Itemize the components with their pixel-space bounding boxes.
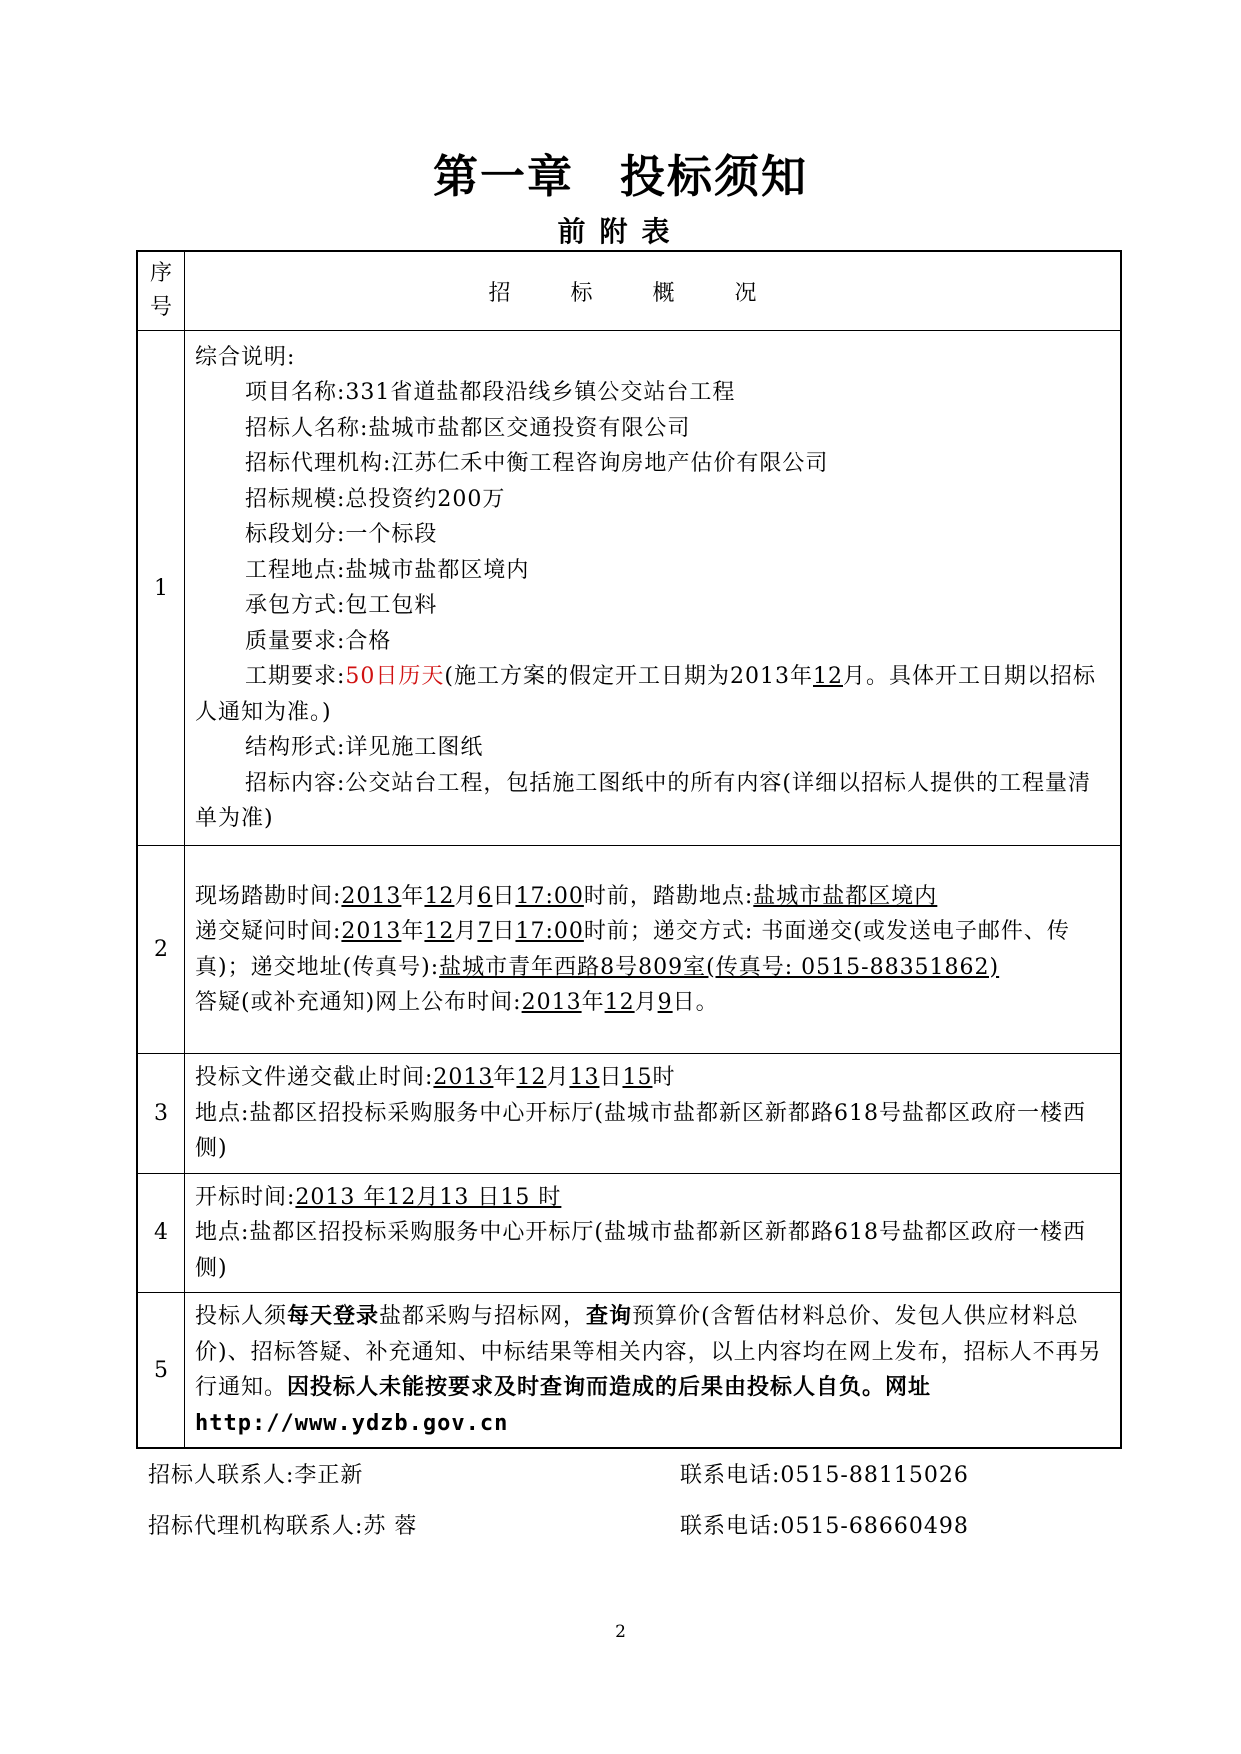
deadline-line: 投标文件递交截止时间:2013年12月13日15时: [195, 1065, 676, 1090]
contract-type-line: 承包方式:包工包料: [245, 593, 438, 618]
website-link[interactable]: http://www.ydzb.gov.cn: [195, 1410, 509, 1436]
header-title: 招标概况: [185, 251, 1122, 331]
bid-summary-table: [136, 250, 1122, 1449]
overview-intro: 综合说明:: [195, 344, 296, 370]
table-row: [137, 1173, 1121, 1293]
agency-phone: 联系电话:0515-68660498: [680, 1514, 969, 1539]
site-visit-line: 现场踏勘时间:2013年12月6日17:00时前，踏勘地点:盐城市盐都区境内: [195, 883, 938, 909]
chapter-name: 投标须知: [620, 150, 809, 203]
row-seq: 5: [137, 1293, 185, 1449]
scale-line: 招标规模:总投资约200万: [245, 486, 506, 512]
table-row: [137, 1293, 1121, 1449]
period-line: 工期要求:50日历天(施工方案的假定开工日期为2013年12月。具体开工日期以招标人通知为准。): [195, 664, 1097, 725]
tenderer-phone: 联系电话:0515-88115026: [680, 1463, 969, 1488]
scope-line: 招标内容:公交站台工程，包括施工图纸中的所有内容(详细以招标人提供的工程量清单为准): [195, 770, 1092, 831]
row-seq: 4: [137, 1173, 185, 1293]
row-content: [185, 331, 1122, 846]
quality-line: 质量要求:合格: [245, 628, 392, 654]
tenderer-line: 招标人名称:盐城市盐都区交通投资有限公司: [245, 415, 691, 441]
row-content: [185, 1054, 1122, 1174]
table-row: [137, 846, 1121, 1054]
agency-line: 招标代理机构:江苏仁禾中衡工程咨询房地产估价有限公司: [245, 451, 829, 476]
answers-line: 答疑(或补充通知)网上公布时间:2013年12月9日。: [195, 990, 719, 1015]
structure-line: 结构形式:详见施工图纸: [245, 735, 484, 760]
header-seq: 序号: [137, 251, 185, 331]
lots-line: 标段划分:一个标段: [245, 522, 438, 547]
row-content: [185, 846, 1122, 1054]
table-title: 前附表: [557, 215, 684, 248]
location-line: 工程地点:盐城市盐都区境内: [245, 557, 530, 583]
questions-line: 递交疑问时间:2013年12月7日17:00时前；递交方式: 书面递交(或发送电子邮件、传真)；递交地址(传真号):盐城市青年西路8号809室(传真号: 0515-88351862): [195, 919, 1070, 980]
agency-contact: 招标代理机构联系人:苏 蓉: [148, 1514, 418, 1539]
submission-place: 地点:盐都区招投标采购服务中心开标厅(盐城市盐都新区新都路618号盐都区政府一楼西侧): [195, 1100, 1086, 1161]
chapter-title: [0, 140, 1241, 205]
period-days: 50日历天: [345, 664, 445, 689]
row-seq: 2: [137, 846, 185, 1054]
row-seq: 3: [137, 1054, 185, 1174]
table-header-row: [137, 251, 1121, 331]
opening-place: 地点:盐都区招投标采购服务中心开标厅(盐城市盐都新区新都路618号盐都区政府一楼西侧): [195, 1220, 1086, 1281]
table-row: [137, 1054, 1121, 1174]
page-number: 2: [615, 1622, 626, 1642]
opening-line: 开标时间:2013 年12月13 日15 时: [195, 1184, 562, 1210]
row-content: [185, 1173, 1122, 1293]
project-name-line: 项目名称:331省道盐都段沿线乡镇公交站台工程: [245, 380, 736, 405]
tenderer-contact: 招标人联系人:李正新: [148, 1463, 364, 1488]
row-seq: 1: [137, 331, 185, 846]
chapter-number: 第一章: [432, 150, 574, 203]
row-content: 投标人须每天登录盐都采购与招标网，查询预算价(含暂估材料总价、发包人供应材料总价)、招标答疑、补充通知、中标结果等相关内容，以上内容均在网上发布，招标人不再另行通知。因投标人未能按要求及时查询而造成的后果由投标人自负。网址 http://www.ydzb.gov.cn: [185, 1293, 1122, 1449]
table-row: [137, 331, 1121, 846]
